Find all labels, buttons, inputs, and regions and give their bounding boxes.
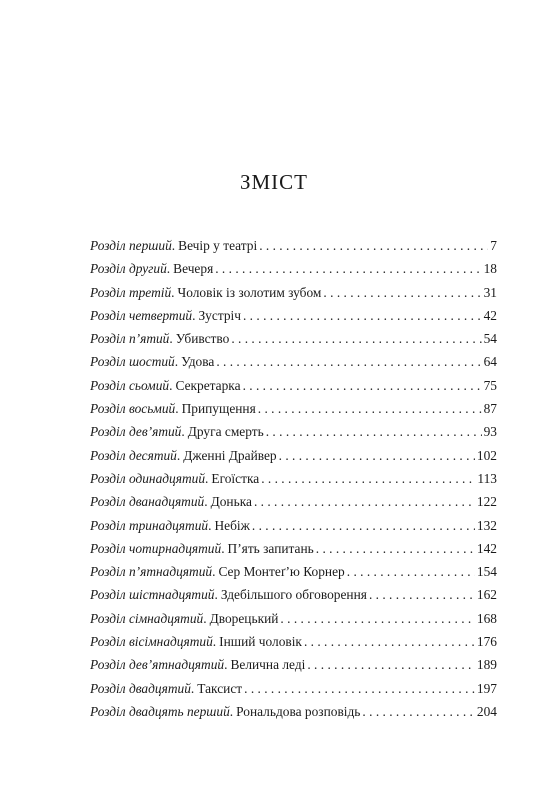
toc-chapter-label: Розділ одинадцятий — [90, 470, 206, 486]
toc-chapter-label: Розділ двадцять перший — [90, 703, 230, 719]
toc-chapter-label: Розділ тринадцятий — [90, 517, 209, 533]
toc-dot-leader — [280, 611, 474, 627]
toc-dot-leader — [254, 494, 475, 510]
toc-entry — [90, 587, 497, 610]
toc-separator: . — [204, 494, 208, 510]
toc-entry — [90, 564, 497, 587]
toc-chapter-heading: Вечеря — [173, 261, 214, 277]
toc-entry — [90, 401, 497, 424]
toc-separator: . — [208, 517, 212, 533]
toc-chapter-heading: П’ять запитань — [227, 540, 314, 556]
toc-page-number: 197 — [476, 680, 497, 696]
toc-page-number: 102 — [476, 447, 497, 463]
toc-dot-leader — [347, 564, 475, 580]
toc-page-number: 189 — [476, 657, 497, 673]
toc-entry — [90, 634, 497, 657]
toc-chapter-heading: Сер Монтеґ’ю Корнер — [218, 564, 345, 580]
toc-entry — [90, 518, 497, 541]
toc-dot-leader — [323, 285, 481, 301]
toc-chapter-label: Розділ дев’ятнадцятий — [90, 657, 225, 673]
toc-chapter-heading: Вечір у театрі — [178, 238, 258, 253]
toc-page-number: 42 — [483, 307, 497, 323]
toc-separator: . — [212, 634, 217, 650]
toc-dot-leader — [261, 471, 475, 487]
toc-page-number: 87 — [483, 401, 497, 417]
toc-page-number: 204 — [476, 703, 497, 719]
toc-chapter-heading: Рональдова розповідь — [236, 703, 361, 719]
toc-page-number: 162 — [476, 587, 497, 603]
toc-entry — [90, 285, 497, 308]
toc-dot-leader — [243, 308, 482, 324]
toc-entry — [90, 541, 497, 564]
toc-separator: . — [229, 703, 234, 719]
toc-chapter-heading: Дженні Драйвер — [183, 447, 277, 463]
toc-page-number: 142 — [476, 540, 497, 556]
toc-separator: . — [174, 354, 179, 370]
toc-chapter-label: Розділ дев’ятий — [90, 424, 182, 440]
toc-entry — [90, 308, 497, 331]
toc-page-number: 31 — [483, 284, 497, 300]
toc-chapter-heading: Донька — [210, 494, 252, 510]
toc-dot-leader — [369, 587, 475, 603]
toc-separator: . — [214, 587, 218, 603]
toc-entry — [90, 331, 497, 354]
toc-entry — [90, 354, 497, 377]
toc-page-number: 64 — [483, 354, 497, 370]
toc-separator: . — [205, 470, 209, 486]
toc-separator: . — [224, 657, 228, 673]
toc-chapter-label: Розділ десятий — [90, 447, 177, 463]
toc-entry — [90, 378, 497, 401]
toc-chapter-label: Розділ чотирнадцятий — [90, 540, 222, 556]
toc-separator: . — [175, 401, 179, 417]
toc-dot-leader — [243, 378, 482, 394]
toc-dot-leader — [231, 331, 481, 347]
toc-chapter-label: Розділ третій — [90, 284, 172, 300]
toc-separator: . — [212, 564, 216, 580]
toc-page-number: 122 — [476, 494, 497, 510]
toc-page-number: 154 — [476, 564, 497, 580]
toc-chapter-heading: Чоловік із золотим зубом — [177, 284, 322, 300]
toc-dot-leader — [266, 424, 482, 440]
toc-chapter-heading: Дворецький — [209, 610, 279, 626]
toc-chapter-label: Розділ восьмий — [90, 401, 176, 417]
page-title: ЗМІСТ — [239, 170, 309, 194]
toc-entry — [90, 238, 497, 261]
toc-chapter-label: Розділ перший — [90, 238, 172, 253]
toc-dot-leader — [244, 681, 475, 697]
toc-chapter-label: Розділ сімнадцятий — [90, 610, 204, 626]
toc-chapter-label: Розділ другий — [90, 261, 167, 277]
toc-chapter-heading: Друга смерть — [187, 424, 264, 440]
toc-separator: . — [190, 680, 195, 696]
toc-entry — [90, 611, 497, 634]
toc-dot-leader — [258, 401, 482, 417]
toc-separator: . — [181, 424, 185, 440]
toc-entry — [90, 471, 497, 494]
toc-dot-leader — [216, 354, 481, 370]
toc-chapter-heading: Егоїстка — [211, 470, 260, 486]
toc-separator: . — [169, 377, 173, 393]
toc-chapter-heading: Таксист — [197, 680, 243, 696]
toc-page-number: 132 — [476, 517, 497, 533]
toc-page-number: 176 — [476, 634, 497, 650]
toc-chapter-label: Розділ п’ятнадцятий — [90, 564, 213, 580]
toc-page-number: 93 — [483, 424, 497, 440]
toc-chapter-heading: Удова — [181, 354, 215, 370]
toc-separator: . — [192, 307, 196, 323]
toc-chapter-label: Розділ шостий — [90, 354, 175, 370]
toc-chapter-heading: Здебільшого обговорення — [220, 587, 367, 603]
toc-entry — [90, 261, 497, 284]
toc-chapter-heading: Зустріч — [198, 307, 241, 323]
toc-separator: . — [203, 610, 207, 626]
toc-entry — [90, 424, 497, 447]
toc-chapter-heading: Небіж — [214, 517, 250, 533]
toc-chapter-heading: Інший чоловік — [219, 634, 302, 650]
toc-entry — [90, 681, 497, 704]
toc-dot-leader — [215, 261, 481, 277]
toc-page-number: 7 — [490, 238, 497, 253]
toc-separator: . — [171, 238, 176, 253]
toc-chapter-label: Розділ четвертий — [90, 307, 193, 323]
toc-chapter-label: Розділ дванадцятий — [90, 494, 205, 510]
toc-dot-leader — [307, 657, 475, 673]
toc-chapter-heading: Припущення — [181, 401, 256, 417]
toc-separator: . — [169, 331, 173, 347]
toc-dot-leader — [304, 634, 475, 650]
toc-chapter-label: Розділ шістнадцятий — [90, 587, 215, 603]
toc-chapter-heading: Велична леді — [230, 657, 306, 673]
toc-entry — [90, 657, 497, 680]
toc-separator: . — [176, 447, 181, 463]
toc-separator: . — [221, 540, 225, 556]
toc-dot-leader — [316, 541, 475, 557]
toc-dot-leader — [362, 704, 474, 720]
toc-page-number: 18 — [483, 261, 497, 277]
toc-separator: . — [166, 261, 171, 277]
toc-dot-leader — [252, 518, 475, 534]
toc-separator: . — [171, 284, 175, 300]
toc-entry — [90, 448, 497, 471]
toc-page-number: 168 — [476, 610, 497, 626]
toc-entry — [90, 494, 497, 517]
toc-chapter-label: Розділ п’ятий — [90, 331, 170, 347]
toc-page-number: 113 — [477, 470, 497, 486]
toc-chapter-heading: Убивство — [175, 331, 230, 347]
toc-chapter-label: Розділ сьомий — [90, 377, 170, 393]
table-of-contents — [90, 238, 497, 727]
toc-page-number: 54 — [483, 331, 497, 347]
toc-chapter-heading: Секретарка — [175, 377, 241, 393]
toc-chapter-label: Розділ вісімнадцятий — [90, 634, 213, 650]
toc-dot-leader — [279, 448, 475, 464]
toc-dot-leader — [259, 238, 488, 254]
toc-page-number: 75 — [483, 377, 497, 393]
toc-entry — [90, 704, 497, 727]
toc-chapter-label: Розділ двадцятий — [90, 680, 191, 696]
